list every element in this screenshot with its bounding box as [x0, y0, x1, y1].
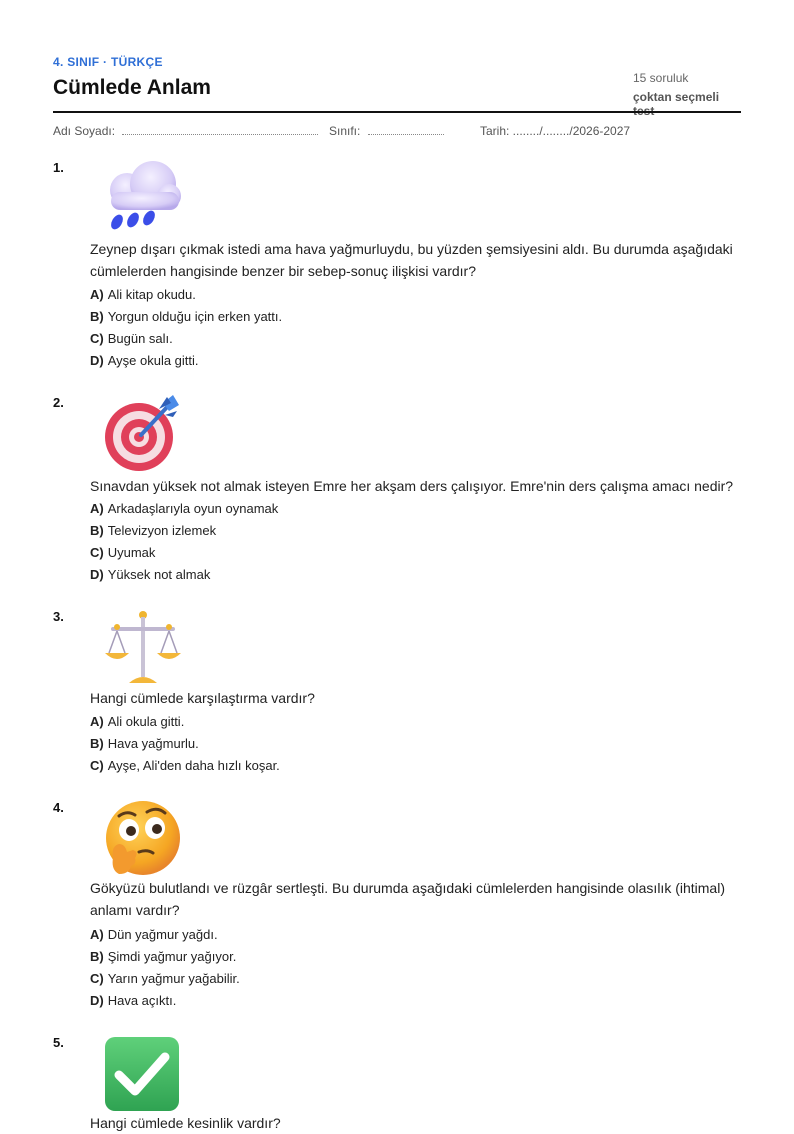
option-d[interactable]: D) Yüksek not almak: [90, 567, 211, 582]
option-c[interactable]: C) Uyumak: [90, 545, 156, 560]
test-kind: çoktan seçmeli: [633, 90, 720, 104]
option-b[interactable]: B) Hava yağmurlu.: [90, 736, 199, 751]
thinking-face-icon: [103, 800, 183, 876]
rain-cloud-icon: [103, 160, 183, 236]
grade-label: 4. SINIF · TÜRKÇE: [53, 55, 163, 69]
question-text: Gökyüzü bulutlandı ve rüzgâr sertleşti. Bu durumda aşağıdaki cümlelerden hangisinde olasılık (ihtimal) anlamı vardır?: [90, 880, 725, 918]
header-divider: [53, 111, 741, 113]
class-blank[interactable]: [368, 124, 444, 135]
option-d[interactable]: D) Hava açıktı.: [90, 993, 177, 1008]
question-number: 4.: [53, 800, 64, 815]
target-dart-icon: [103, 395, 183, 471]
option-c[interactable]: C) Bugün salı.: [90, 331, 173, 346]
name-blank[interactable]: [122, 124, 318, 135]
page-title: Cümlede Anlam: [53, 76, 211, 99]
class-field[interactable]: [329, 124, 444, 138]
question-number: 5.: [53, 1035, 64, 1050]
balance-scale-icon: [103, 609, 183, 685]
question-number: 2.: [53, 395, 64, 410]
option-c[interactable]: C) Yarın yağmur yağabilir.: [90, 971, 240, 986]
date-field[interactable]: Tarih: ......../......../2026-2027: [480, 124, 631, 138]
option-b[interactable]: B) Yorgun olduğu için erken yattı.: [90, 309, 283, 324]
option-a[interactable]: A) Ali kitap okudu.: [90, 287, 196, 302]
option-a[interactable]: A) Ali okula gitti.: [90, 714, 185, 729]
option-a[interactable]: A) Arkadaşlarıyla oyun oynamak: [90, 501, 279, 516]
name-field[interactable]: [53, 124, 318, 138]
question-text: Zeynep dışarı çıkmak istedi ama hava yağmurluydu, bu yüzden şemsiyesini aldı. Bu durumda aşağıdaki cümlelerden hangisinde benzer bir sebep-sonuç ilişkisi vardır?: [90, 241, 733, 279]
name-label: Adı Soyadı:: [53, 124, 116, 138]
option-list: [90, 924, 741, 1012]
question-number: 3.: [53, 609, 64, 624]
option-list: [90, 284, 741, 372]
class-label: Sınıfı:: [329, 124, 361, 138]
option-list: [90, 498, 741, 586]
question-text: Sınavdan yüksek not almak isteyen Emre her akşam ders çalışıyor. Emre'nin ders çalışma amacı nedir?: [90, 478, 734, 494]
question-count: 15 soruluk: [633, 71, 689, 85]
option-d[interactable]: D) Ayşe okula gitti.: [90, 353, 199, 368]
option-list: [90, 711, 741, 777]
option-a[interactable]: A) Dün yağmur yağdı.: [90, 927, 218, 942]
question-number: 1.: [53, 160, 64, 175]
option-b[interactable]: B) Şimdi yağmur yağıyor.: [90, 949, 237, 964]
option-b[interactable]: B) Televizyon izlemek: [90, 523, 217, 538]
question-text: Hangi cümlede karşılaştırma vardır?: [90, 690, 315, 706]
question-text: Hangi cümlede kesinlik vardır?: [90, 1115, 281, 1131]
option-c[interactable]: C) Ayşe, Ali'den daha hızlı koşar.: [90, 758, 280, 773]
check-mark-icon: [103, 1035, 183, 1111]
